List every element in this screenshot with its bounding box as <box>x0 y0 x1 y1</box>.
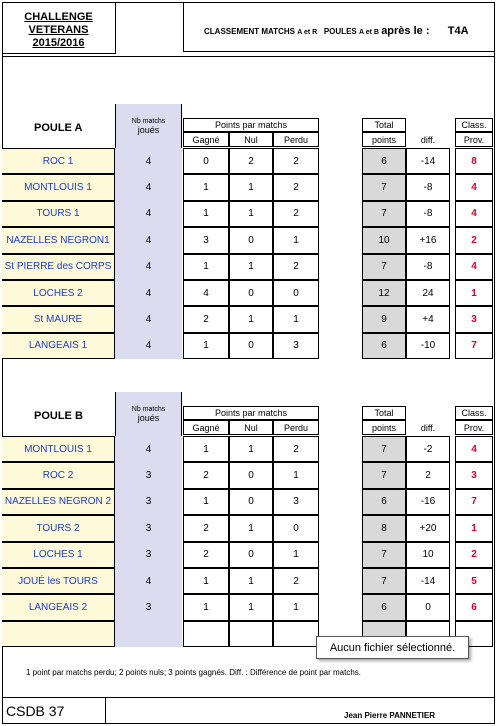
team-name: NAZELLES NEGRON1 <box>2 227 115 253</box>
diff-value: -2 <box>406 436 450 462</box>
joues-value: 4 <box>115 148 182 174</box>
team-name: LOCHES 2 <box>2 280 115 306</box>
points-value: 7 <box>362 174 406 200</box>
gagne-value: 0 <box>183 148 229 174</box>
joues-value: 4 <box>115 280 182 306</box>
perdu-value: 0 <box>273 280 319 306</box>
perdu-value: 2 <box>273 174 319 200</box>
footer-author: Jean Pierre PANNETIER <box>344 711 435 720</box>
team-name: JOUÉ les TOURS <box>2 568 115 594</box>
joues-value: 4 <box>115 568 182 594</box>
diff-value: 2 <box>406 462 450 488</box>
gagne-header: Gagné <box>183 132 229 147</box>
points-header: points <box>362 132 406 147</box>
diff-value: 10 <box>406 542 450 568</box>
points-par-matchs-header: Points par matchs <box>183 118 319 132</box>
nul-value: 0 <box>229 227 273 253</box>
poule-b-title: POULE B <box>34 410 83 422</box>
points-value: 7 <box>362 462 406 488</box>
gagne-value: 2 <box>183 515 229 541</box>
legend-text: 1 point par matchs perdu; 2 points nuls; 3 points gagnés. Diff. : Différence de point par matchs. <box>26 668 362 677</box>
class-value: 4 <box>455 254 493 280</box>
poules-label: POULES <box>323 27 357 36</box>
class-value: 3 <box>455 462 493 488</box>
perdu-value: 1 <box>273 542 319 568</box>
perdu-value: 0 <box>273 515 319 541</box>
gagne-value: 1 <box>183 594 229 620</box>
diff-value: -16 <box>406 489 450 515</box>
perdu-value: 1 <box>273 227 319 253</box>
class-value: 7 <box>455 333 493 359</box>
points-value: 10 <box>362 227 406 253</box>
nb-matchs-label: Nb matchs <box>131 405 166 413</box>
gagne-value: 2 <box>183 462 229 488</box>
nul-value: 1 <box>229 515 273 541</box>
gagne-value: 1 <box>183 174 229 200</box>
joues-value: 4 <box>115 333 182 359</box>
joues-value: 3 <box>115 462 182 488</box>
class-value: 3 <box>455 306 493 332</box>
nul-value: 1 <box>229 174 273 200</box>
team-name: LANGEAIS 1 <box>2 333 115 359</box>
team-name: TOURS 1 <box>2 201 115 227</box>
prov-header: Prov. <box>455 420 493 435</box>
footer-code: CSDB 37 <box>2 697 106 724</box>
team-name: MONTLOUIS 1 <box>2 436 115 462</box>
joues-value: 4 <box>115 227 182 253</box>
nul-value <box>229 621 273 647</box>
points-value: 7 <box>362 568 406 594</box>
nul-header: Nul <box>229 420 273 435</box>
classement-header <box>183 2 495 52</box>
nul-value: 0 <box>229 542 273 568</box>
diff-value: +20 <box>406 515 450 541</box>
classement-label: CLASSEMENT MATCHS <box>204 27 295 36</box>
nb-matchs-header <box>115 392 182 436</box>
nul-value: 1 <box>229 254 273 280</box>
joues-value: 4 <box>115 306 182 332</box>
gagne-value: 1 <box>183 489 229 515</box>
a-et-r-label: A et R <box>297 29 318 36</box>
prov-header: Prov. <box>455 132 493 147</box>
nul-value: 1 <box>229 306 273 332</box>
diff-value: 24 <box>406 280 450 306</box>
gagne-value: 1 <box>183 333 229 359</box>
file-tooltip: Aucun fichier sélectionné. <box>316 636 469 659</box>
joues-value <box>115 621 182 647</box>
team-name: St PIERRE des CORPS <box>2 254 115 280</box>
apres-le-label: après le : <box>381 25 430 37</box>
perdu-value: 3 <box>273 333 319 359</box>
total-header: Total <box>362 406 406 420</box>
gagne-value: 1 <box>183 254 229 280</box>
team-name: ROC 2 <box>2 462 115 488</box>
perdu-value: 2 <box>273 254 319 280</box>
team-name <box>2 621 115 647</box>
class-value: 7 <box>455 489 493 515</box>
nul-header: Nul <box>229 132 273 147</box>
gagne-value: 1 <box>183 568 229 594</box>
joues-value: 3 <box>115 542 182 568</box>
points-value: 6 <box>362 594 406 620</box>
diff-value: -8 <box>406 201 450 227</box>
points-value: 6 <box>362 148 406 174</box>
nul-value: 2 <box>229 148 273 174</box>
gagne-header: Gagné <box>183 420 229 435</box>
gagne-value: 1 <box>183 201 229 227</box>
perdu-value: 1 <box>273 594 319 620</box>
points-par-matchs-header: Points par matchs <box>183 406 319 420</box>
class-value: 6 <box>455 594 493 620</box>
joues-value: 4 <box>115 254 182 280</box>
nb-matchs-header <box>115 104 182 148</box>
gagne-value: 2 <box>183 306 229 332</box>
joues-value: 4 <box>115 436 182 462</box>
joues-label: joués <box>137 412 160 423</box>
class-value: 1 <box>455 280 493 306</box>
team-name: ROC 1 <box>2 148 115 174</box>
gagne-value: 4 <box>183 280 229 306</box>
class-value: 5 <box>455 568 493 594</box>
class-value: 4 <box>455 201 493 227</box>
perdu-value: 2 <box>273 436 319 462</box>
perdu-value: 2 <box>273 568 319 594</box>
diff-value: -14 <box>406 568 450 594</box>
class-value: 4 <box>455 436 493 462</box>
diff-header: diff. <box>420 134 436 145</box>
diff-value: +4 <box>406 306 450 332</box>
footer-divider <box>106 697 495 698</box>
diff-value: 0 <box>406 594 450 620</box>
perdu-value <box>273 621 319 647</box>
joues-value: 3 <box>115 515 182 541</box>
joues-value: 3 <box>115 594 182 620</box>
nul-value: 1 <box>229 201 273 227</box>
perdu-value: 2 <box>273 201 319 227</box>
perdu-value: 2 <box>273 148 319 174</box>
diff-value: -14 <box>406 148 450 174</box>
challenge-label: CHALLENGE <box>24 11 93 23</box>
nul-value: 1 <box>229 436 273 462</box>
points-value: 6 <box>362 489 406 515</box>
nul-value: 0 <box>229 333 273 359</box>
points-value: 12 <box>362 280 406 306</box>
total-header: Total <box>362 118 406 132</box>
class-header: Class. <box>455 406 493 420</box>
nul-value: 0 <box>229 280 273 306</box>
team-name: LOCHES 1 <box>2 542 115 568</box>
season-label: VETERANS 2015/2016 <box>28 24 89 49</box>
diff-value: -8 <box>406 174 450 200</box>
points-value: 6 <box>362 333 406 359</box>
nb-matchs-label: Nb matchs <box>131 117 166 125</box>
points-value: 7 <box>362 254 406 280</box>
joues-value: 4 <box>115 201 182 227</box>
gagne-value: 3 <box>183 227 229 253</box>
class-value: 8 <box>455 148 493 174</box>
gagne-value <box>183 621 229 647</box>
perdu-value: 3 <box>273 489 319 515</box>
nul-value: 0 <box>229 462 273 488</box>
points-value: 8 <box>362 515 406 541</box>
nul-value: 0 <box>229 489 273 515</box>
joues-value: 3 <box>115 489 182 515</box>
class-value: 2 <box>455 227 493 253</box>
team-name: MONTLOUIS 1 <box>2 174 115 200</box>
round-label: T4A <box>447 25 469 37</box>
team-name: TOURS 2 <box>2 515 115 541</box>
diff-value: +16 <box>406 227 450 253</box>
perdu-header: Perdu <box>273 132 319 147</box>
challenge-title-box <box>2 2 116 54</box>
header-divider <box>2 56 495 57</box>
points-value: 9 <box>362 306 406 332</box>
nul-value: 1 <box>229 594 273 620</box>
nul-value: 1 <box>229 568 273 594</box>
class-value: 1 <box>455 515 493 541</box>
team-name: NAZELLES NEGRON 2 <box>2 489 115 515</box>
class-value: 2 <box>455 542 493 568</box>
points-value: 7 <box>362 542 406 568</box>
points-value: 7 <box>362 436 406 462</box>
joues-label: joués <box>137 124 160 135</box>
points-value: 7 <box>362 201 406 227</box>
team-name: St MAURE <box>2 306 115 332</box>
joues-value: 4 <box>115 174 182 200</box>
diff-value: -8 <box>406 254 450 280</box>
perdu-header: Perdu <box>273 420 319 435</box>
class-value: 4 <box>455 174 493 200</box>
points-header: points <box>362 420 406 435</box>
class-header: Class. <box>455 118 493 132</box>
gagne-value: 1 <box>183 436 229 462</box>
perdu-value: 1 <box>273 462 319 488</box>
diff-header: diff. <box>420 422 436 433</box>
perdu-value: 1 <box>273 306 319 332</box>
a-et-b-label: A et B <box>358 29 379 36</box>
gagne-value: 2 <box>183 542 229 568</box>
diff-value: -10 <box>406 333 450 359</box>
team-name: LANGEAIS 2 <box>2 594 115 620</box>
poule-a-title: POULE A <box>34 122 83 134</box>
